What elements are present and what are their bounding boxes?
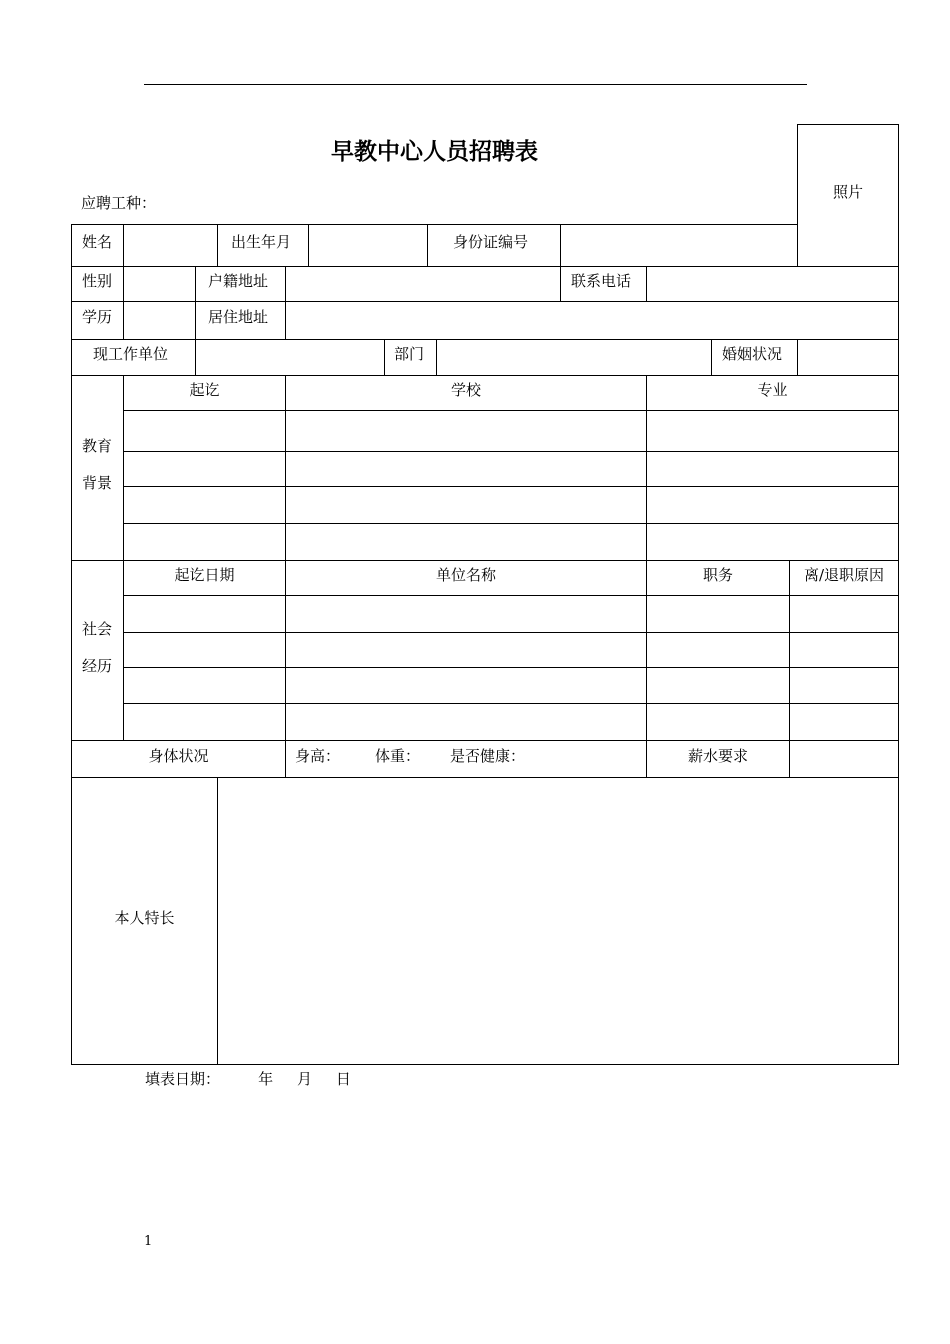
department-label: 部门: [394, 345, 425, 363]
education-section-label: 教育: [82, 437, 113, 455]
residence-address-label: 居住地址: [208, 308, 269, 326]
gender-field[interactable]: [124, 267, 195, 301]
gender-label: 性别: [82, 272, 113, 290]
fill-date-line: 填表日期： 年 月 日: [145, 1070, 351, 1088]
page-title: 早教中心人员招聘表: [331, 139, 538, 165]
table-line: [560, 266, 561, 301]
specialty-label: 本人特长: [114, 909, 175, 927]
table-line: [123, 451, 899, 452]
table-line: [71, 224, 72, 1065]
header-rule: [144, 84, 807, 85]
weight-label: 体重：: [375, 747, 421, 765]
hukou-address-field[interactable]: [286, 267, 560, 301]
job-type-label: 应聘工种：: [81, 194, 157, 212]
table-line: [123, 667, 899, 668]
height-label: 身高：: [295, 747, 341, 765]
table-line: [123, 703, 899, 704]
edu-header-school: 学校: [450, 381, 481, 399]
photo-box[interactable]: [797, 124, 899, 266]
table-line: [427, 224, 428, 266]
work-section-label: 经历: [82, 657, 113, 675]
table-line: [797, 124, 798, 266]
work-section-label: 社会: [82, 620, 113, 638]
table-line: [72, 1064, 899, 1065]
residence-address-field[interactable]: [286, 302, 898, 339]
marital-status-field[interactable]: [798, 340, 898, 375]
table-line: [72, 560, 899, 561]
phone-field[interactable]: [647, 267, 898, 301]
table-line: [195, 266, 196, 339]
name-label: 姓名: [82, 233, 113, 251]
id-number-label: 身份证编号: [453, 233, 529, 251]
education-section-label: 背景: [82, 474, 113, 492]
table-line: [123, 375, 124, 740]
table-line: [217, 224, 218, 266]
page-number: 1: [144, 1234, 153, 1249]
name-field[interactable]: [124, 225, 217, 266]
work-header-leave-reason: 离/退职原因: [803, 566, 885, 584]
salary-field[interactable]: [790, 741, 898, 777]
edu-header-major: 专业: [757, 381, 788, 399]
photo-label: 照片: [832, 183, 863, 201]
education-field[interactable]: [124, 302, 195, 339]
table-line: [123, 523, 899, 524]
is-healthy-label: 是否健康：: [450, 747, 526, 765]
table-line: [384, 339, 385, 375]
current-employer-label: 现工作单位: [93, 345, 169, 363]
table-line: [123, 632, 899, 633]
table-line: [123, 486, 899, 487]
work-header-dates: 起讫日期: [174, 566, 235, 584]
work-header-position: 职务: [702, 566, 733, 584]
table-line: [898, 124, 899, 1065]
table-line: [711, 339, 712, 375]
phone-label: 联系电话: [571, 272, 632, 290]
work-header-company: 单位名称: [435, 566, 496, 584]
hukou-address-label: 户籍地址: [208, 272, 269, 290]
id-number-field[interactable]: [561, 225, 797, 266]
marital-status-label: 婚姻状况: [722, 345, 783, 363]
department-field[interactable]: [437, 340, 711, 375]
birth-date-label: 出生年月: [231, 233, 292, 251]
table-line: [123, 595, 899, 596]
education-label: 学历: [82, 308, 113, 326]
current-employer-field[interactable]: [196, 340, 384, 375]
salary-label: 薪水要求: [687, 747, 748, 765]
health-label: 身体状况: [148, 747, 209, 765]
table-line: [123, 410, 899, 411]
table-line: [72, 375, 899, 376]
table-line: [72, 740, 899, 741]
edu-header-period: 起讫: [189, 381, 220, 399]
birth-date-field[interactable]: [309, 225, 427, 266]
specialty-field[interactable]: [218, 778, 898, 1064]
